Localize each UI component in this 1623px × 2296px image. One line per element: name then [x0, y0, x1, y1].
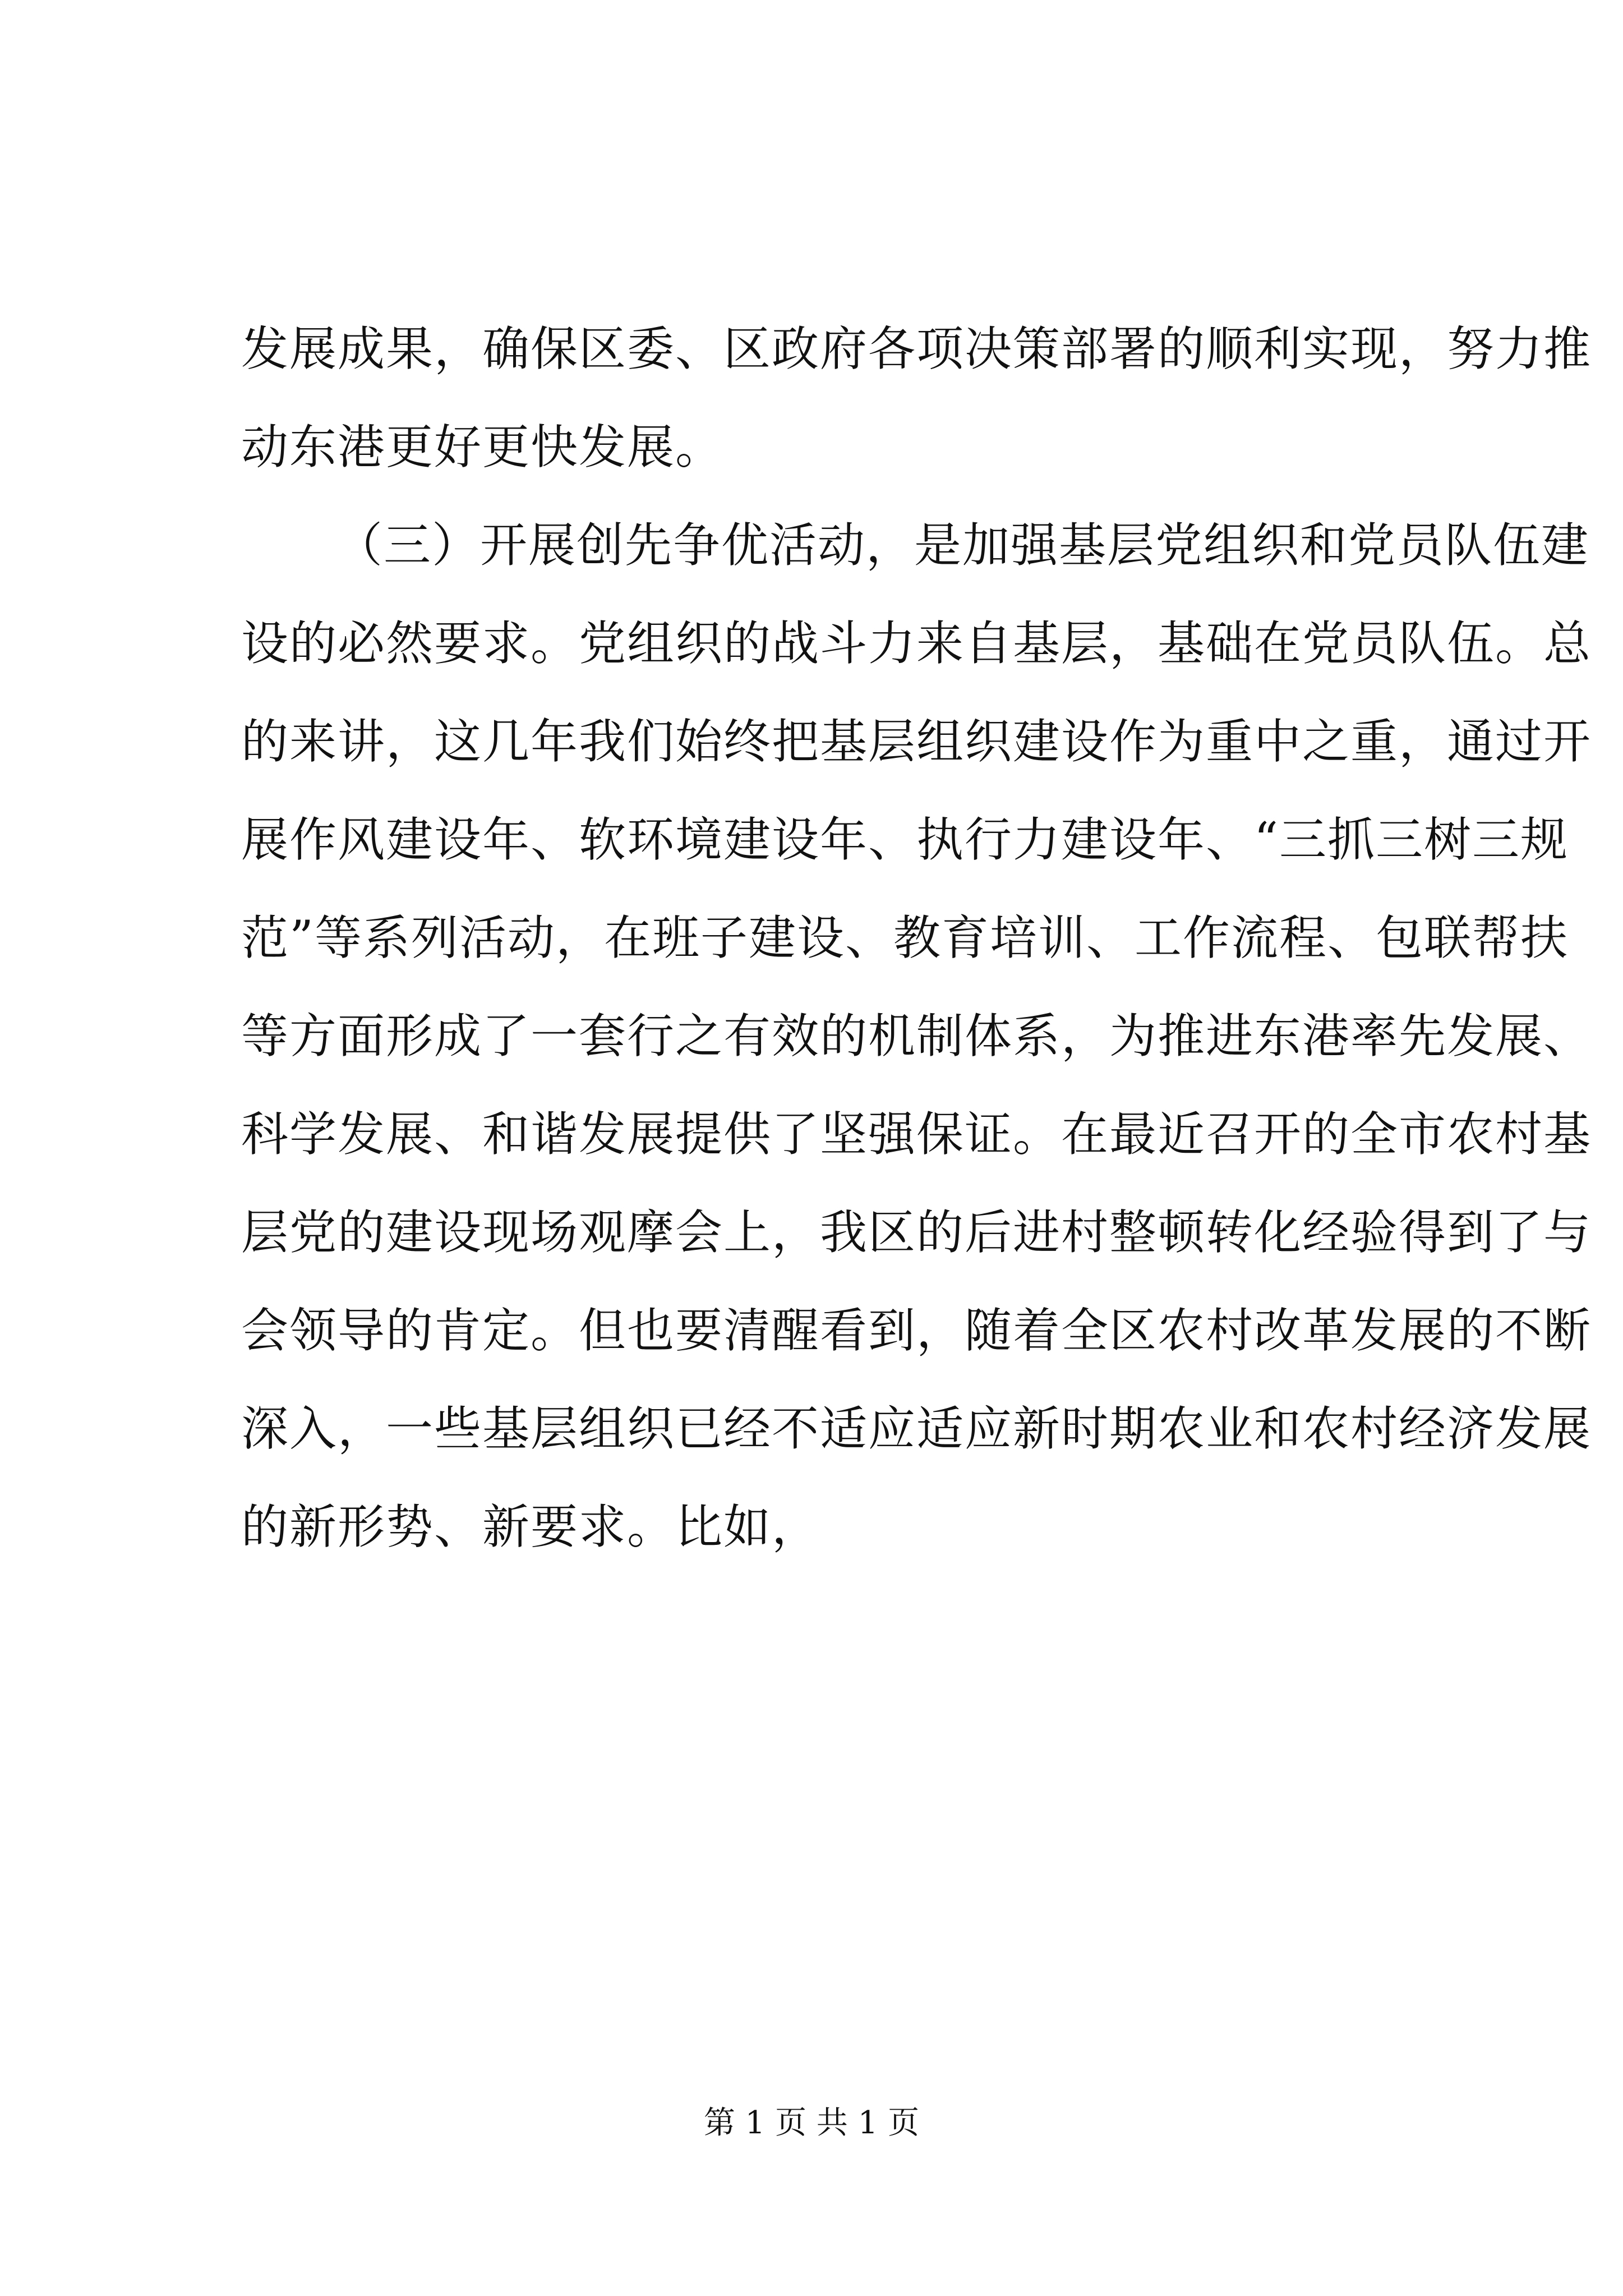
text-line: 范”等系列活动，在班子建设、教育培训、工作流程、包联帮扶 — [241, 910, 1569, 965]
text-line: 层党的建设现场观摩会上，我区的后进村整顿转化经验得到了与 — [241, 1205, 1592, 1260]
text-line: 的新形势、新要求。比如， — [241, 1499, 820, 1554]
text-line: 的来讲，这几年我们始终把基层组织建设作为重中之重，通过开 — [241, 714, 1592, 769]
text-line: 发展成果，确保区委、区政府各项决策部署的顺利实现，努力推 — [241, 321, 1592, 376]
text-line: 等方面形成了一套行之有效的机制体系，为推进东港率先发展、 — [241, 1009, 1592, 1064]
text-line: 会领导的肯定。但也要清醒看到，随着全区农村改革发展的不断 — [241, 1303, 1592, 1358]
text-line: 深入，一些基层组织已经不适应适应新时期农业和农村经济发展 — [241, 1401, 1592, 1456]
text-line: 设的必然要求。党组织的战斗力来自基层，基础在党员队伍。总 — [241, 616, 1592, 671]
document-body — [241, 300, 1592, 1576]
text-line: 动东港更好更快发展。 — [241, 420, 724, 475]
page-number-footer: 第 1 页 共 1 页 — [703, 2105, 920, 2141]
paragraph-start-line: （三）开展创先争优活动，是加强基层党组织和党员队伍建 — [335, 518, 1590, 573]
text-line: 科学发展、和谐发展提供了坚强保证。在最近召开的全市农村基 — [241, 1107, 1592, 1162]
text-line: 展作风建设年、软环境建设年、执行力建设年、“三抓三树三规 — [241, 812, 1569, 867]
